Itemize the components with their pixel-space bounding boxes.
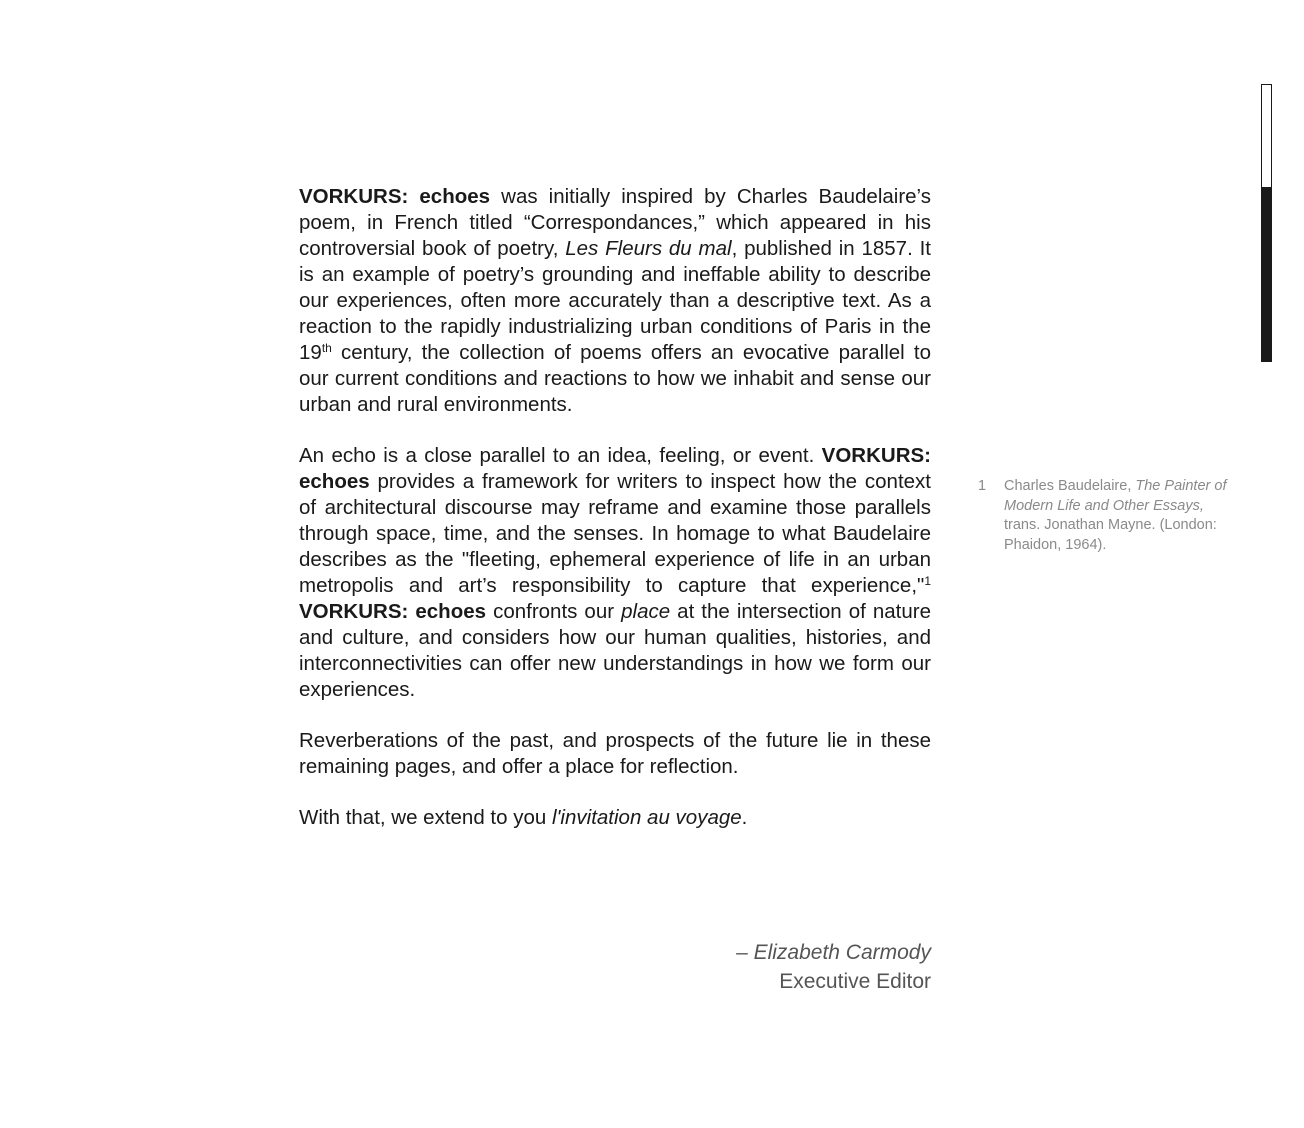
footnote-text bbox=[1004, 477, 1228, 555]
book-title: Les Fleurs du mal bbox=[565, 237, 732, 260]
text-run: confronts our bbox=[486, 600, 622, 623]
text-run: provides a framework for writers to inspect how the context of architectural discourse may reframe and examine those parallels through space, time, and the senses. In homage to what Baudelaire describes as the "fleeting, ephemeral experience of life in an urban metropolis and art’s responsibility to capture that experience," bbox=[299, 470, 931, 597]
signature-role: Executive Editor bbox=[779, 970, 931, 993]
superscript-th: th bbox=[321, 341, 332, 355]
paragraph-3 bbox=[299, 728, 931, 780]
title-bold: VORKURS: echoes bbox=[299, 444, 931, 493]
signature bbox=[560, 938, 931, 996]
text-run: century, the collection of poems offers an evocative parallel to our current conditions and reactions to how we inhabit and sense our urban and rural environments. bbox=[299, 341, 931, 416]
title-bold: VORKURS: echoes bbox=[299, 185, 491, 208]
text-run: . bbox=[741, 806, 748, 829]
text-run: Charles Baudelaire, bbox=[1004, 478, 1136, 494]
main-text bbox=[299, 184, 931, 856]
title-bold: VORKURS: echoes bbox=[299, 600, 487, 623]
footnote bbox=[978, 477, 1228, 555]
emphasis-place: place bbox=[621, 600, 671, 623]
text-run: An echo is a close parallel to an idea, feeling, or event. bbox=[299, 444, 822, 467]
footnote-book-title: The Painter of Modern Life and Other Essays, bbox=[1004, 478, 1227, 514]
paragraph-4 bbox=[299, 805, 931, 831]
scrollbar-thumb[interactable] bbox=[1261, 187, 1272, 362]
text-run: Reverberations of the past, and prospects of the future lie in these remaining pages, and offer a place for reflection. bbox=[299, 729, 931, 778]
invitation-phrase: l'invitation au voyage bbox=[551, 806, 742, 829]
text-run: With that, we extend to you bbox=[299, 806, 552, 829]
text-run: was initially inspired by Charles Baudelaire’s poem, in French titled “Correspondances,” which appeared in his controversial book of poetry, bbox=[299, 185, 931, 260]
scrollbar[interactable] bbox=[1261, 84, 1272, 362]
text-run: , published in 1857. It is an example of poetry’s grounding and ineffable ability to describe our experiences, often more accurately than a descriptive text. As a reaction to the rapidly industrializing urban conditions of Paris in the 19 bbox=[299, 237, 932, 364]
signature-name: – Elizabeth Carmody bbox=[736, 941, 931, 964]
footnote-ref[interactable]: 1 bbox=[924, 574, 931, 588]
paragraph-1 bbox=[299, 184, 931, 418]
text-run: at the intersection of nature and culture, and considers how our human qualities, histories, and interconnectivities can offer new understandings in how we form our experiences. bbox=[299, 600, 931, 701]
paragraph-2 bbox=[299, 443, 931, 703]
text-run: trans. Jonathan Mayne. (London: Phaidon, 1964). bbox=[1004, 517, 1217, 553]
footnote-number: 1 bbox=[978, 478, 987, 494]
